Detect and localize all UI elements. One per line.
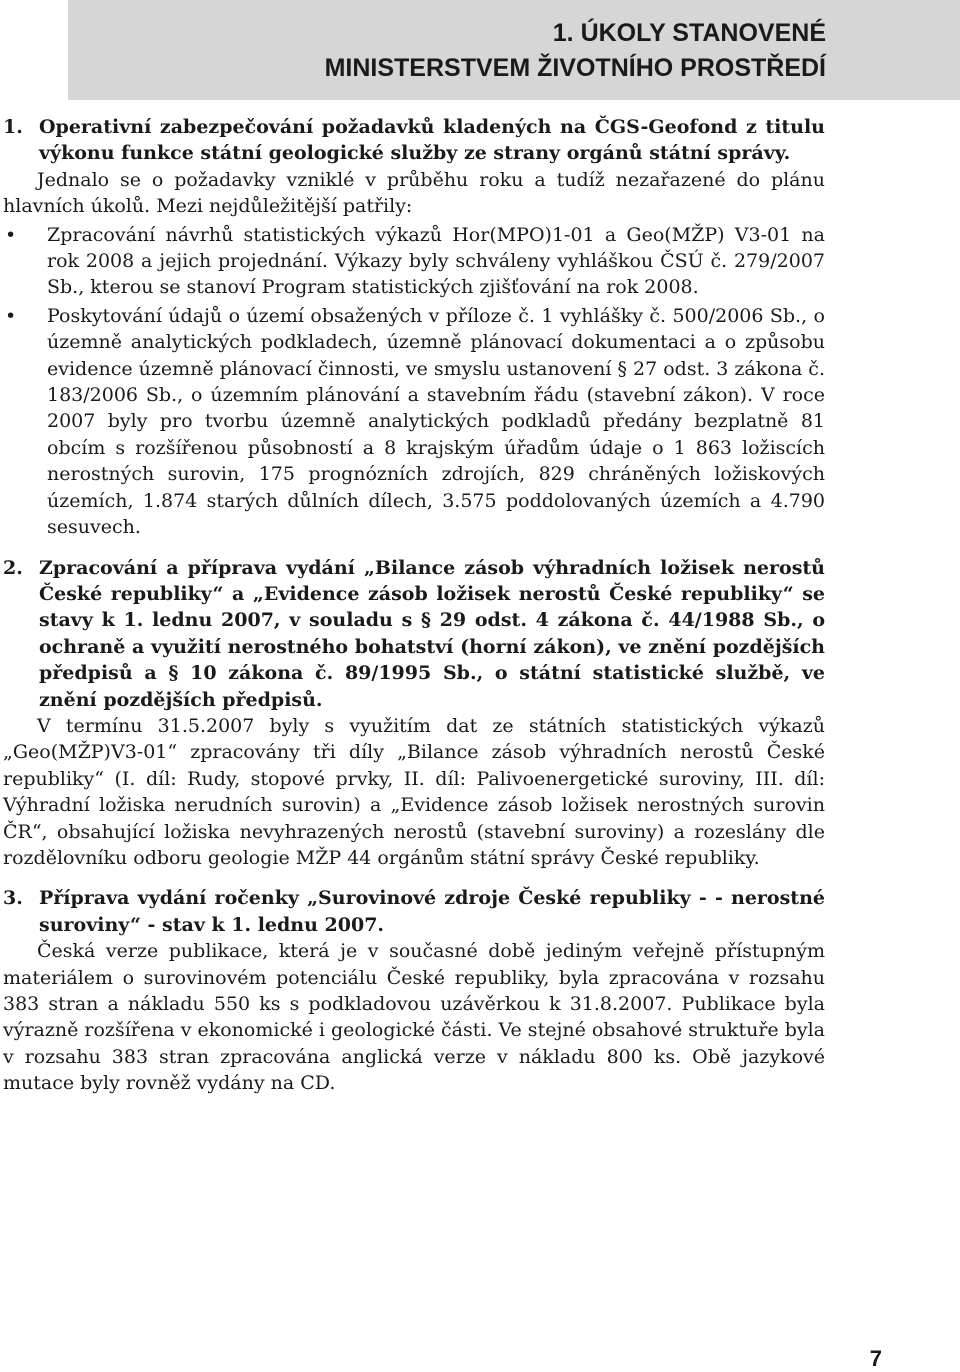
section-title: Zpracování a příprava vydání „Bilance zásob výhradních ložisek nerostů České republiky“ a „Evidence zásob ložisek nerostů České republiky“ se stavy k 1. lednu 2007, v souladu s § 29 odst. 4 zákona č. 44/1988 Sb., o ochraně a využití nerostného bohatství (horní zákon), ve znění pozdějších předpisů a § 10 zákona č. 89/1995 Sb., o státní statistické službě, ve znění pozdějších předpisů. <box>39 556 825 711</box>
section-title: Operativní zabezpečování požadavků kladených na ČGS-Geofond z titulu výkonu funkce státní geologické služby ze strany orgánů státní správy. <box>39 116 825 165</box>
section-3-body: Česká verze publikace, která je v současné době jediným veřejně přístupným materiálem o surovinovém potenciálu České republiky, byla zpracována v rozsahu 383 stran a nákladu 550 ks s podkladovou uzávěrkou k 31.8.2007. Publikace byla výrazně rozšířena v ekonomické i geologické části. Ve stejné obsahové struktuře byla v rozsahu 383 stran zpracována anglická verze v nákladu 800 ks. Obě jazykové mutace byly rovněž vydány na CD. <box>3 940 825 1095</box>
chapter-title-line-2: MINISTERSTVEM ŽIVOTNÍHO PROSTŘEDÍ <box>324 54 826 82</box>
section-number: 2. <box>3 556 23 579</box>
bullet-item: • Zpracování návrhů statistických výkazů Hor(MPO)1-01 a Geo(MŽP) V3-01 na rok 2008 a jejich projednání. Výkazy byly schváleny vyhláškou ČSÚ č. 279/2007 Sb., kterou se stanoví Program statistických zjišťování na rok 2008. <box>3 222 825 301</box>
bullet-item: • Poskytování údajů o území obsažených v příloze č. 1 vyhlášky č. 500/2006 Sb., o územně analytických podkladech, územně plánovací dokumentaci a o způsobu evidence územně plánovací činnosti, ve smyslu ustanovení § 27 odst. 3 zákona č. 183/2006 Sb., o územním plánování a stavebním řádu (stavební zákon). V roce 2007 byly pro tvorbu územně analytických podkladů předány bezplatně 81 obcím s rozšířenou působností a 8 krajským úřadům údaje o 1 863 ložiscích nerostných surovin, 175 prognózních zdrojích, 829 chráněných ložiskových územích, 1.874 starých důlních dílech, 3.575 poddolovaných územích a 4.790 sesuvech. <box>3 303 825 541</box>
chapter-title-line-1: 1. ÚKOLY STANOVENÉ <box>552 19 826 47</box>
document-body <box>3 114 825 1097</box>
section-2-heading <box>3 555 825 713</box>
section-number: 3. <box>3 887 23 910</box>
section-1-heading <box>3 114 825 167</box>
section-number: 1. <box>3 116 23 138</box>
section-title: Příprava vydání ročenky „Surovinové zdroje České republiky - - nerostné suroviny“ - stav k 1. lednu 2007. <box>39 887 825 936</box>
section-3-heading <box>3 885 825 938</box>
chapter-header-band <box>68 0 960 100</box>
section-1-intro: Jednalo se o požadavky vzniklé v průběhu roku a tudíž nezařazené do plánu hlavních úkolů. Mezi nejdůležitější patřily: <box>3 168 825 218</box>
section-1-bullet-list <box>3 222 825 541</box>
page-number: 7 <box>869 1346 882 1371</box>
chapter-title <box>325 16 826 86</box>
section-2-body: V termínu 31.5.2007 byly s využitím dat ze státních statistických výkazů „Geo(MŽP)V3-01“ zpracovány tři díly „Bilance zásob výhradních nerostů České republiky“ (I. díl: Rudy, stopové prvky, II. díl: Palivoenergetické suroviny, III. díl: Výhradní ložiska nerudních surovin) a „Evidence zásob ložisek nerostných surovin ČR“, obsahující ložiska nevyhrazených nerostů (stavební suroviny) a rozeslány dle rozdělovníku odboru geologie MŽP 44 orgánům státní správy České republiky. <box>3 714 825 869</box>
